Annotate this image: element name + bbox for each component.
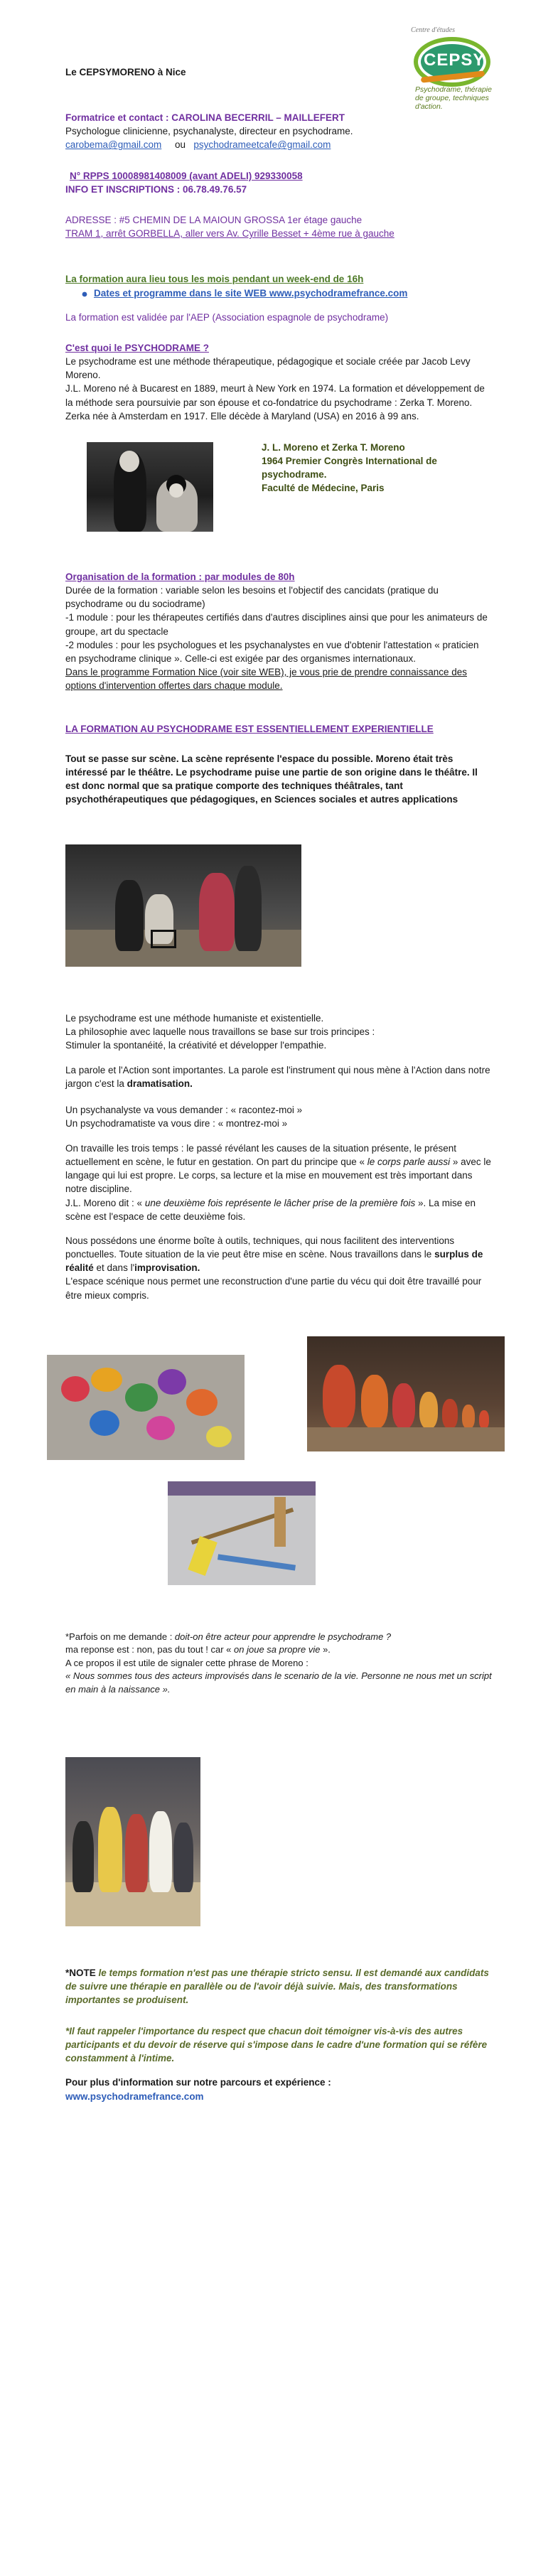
photo-person-1: [115, 880, 144, 951]
doll-7: [479, 1410, 489, 1429]
body-p3: [65, 1103, 492, 1130]
props-cloth: [168, 1481, 316, 1496]
body-p2b: dramatisation.: [127, 1078, 193, 1090]
dancer-3: [125, 1814, 148, 1892]
doll-shelf: [307, 1427, 505, 1451]
moreno-photo: [87, 442, 213, 532]
quote-line-1: [65, 1631, 499, 1643]
document-title: Le CEPSYMORENO à Nice: [65, 67, 186, 77]
balloons-photo: [47, 1355, 245, 1460]
footer-more: Pour plus d'information sur notre parcours et expérience :: [65, 2077, 331, 2088]
body-p4d: J.L. Moreno dit : «: [65, 1197, 145, 1208]
dancer-5: [173, 1823, 193, 1892]
rpps-number: N° RPPS 10008981408009 (avant ADELI) 929330058: [70, 171, 303, 181]
balloon-lightyellow: [206, 1426, 232, 1447]
body-p1: [65, 1011, 492, 1052]
photo-caption: [262, 441, 496, 495]
experiential-heading: LA FORMATION AU PSYCHODRAME EST ESSENTIELLEMENT EXPERIENTIELLE: [65, 724, 434, 734]
note-1-text: le temps formation n'est pas une thérapie stricto sensu. Il est demandé aux candidats de suivre une thérapie en parallèle ou de l'avoir déjà suivie. Mais, des transformations importantes se produisent.: [65, 1968, 489, 2006]
balloon-red: [61, 1376, 90, 1402]
quote-line-2: [65, 1643, 499, 1656]
logo-top-text: Centre d'études: [411, 26, 456, 34]
footer-site-link[interactable]: www.psychodramefrance.com: [65, 2091, 204, 2102]
dance-photo: [65, 1757, 200, 1926]
what-is-p2: J.L. Moreno né à Bucarest en 1889, meurt à New York en 1974. La formation et développement de la méthode sera poursuivie par son épouse et co-fondatrice du psychodrame : Zerka T. Moreno. Zerka née à Amsterdam en 1917. Elle décède à Maryland (USA) en 2016 à 99 ans.: [65, 383, 485, 422]
photo-caption-1: J. L. Moreno et Zerka T. Moreno: [262, 442, 405, 453]
organisation-p2: -1 module : pour les thérapeutes certifiés dans d'autres disciplines ainsi que pour les animateurs de groupe, art du spectacle: [65, 612, 488, 637]
experiential-p1: Tout se passe sur scène. La scène représente l'espace du possible. Moreno était très intéressé par le théâtre. Le psychodrame puise une partie de son origine dans le théâtre. Il est donc normal que sa pratique comporte des techniques théâtrales, tant psychothérapeutiques que pédagogiques, en Sciences sociales et autres applications: [65, 753, 478, 805]
body-p4c: » avec le langage qui lui est propre. Le corps, sa lecture et la mise en mouvement est très important dans notre discipline.: [65, 1156, 491, 1195]
validation-line: La formation est validée par l'AEP (Association espagnole de psychodrame): [65, 312, 389, 323]
quote-line-3: A ce propos il est utile de signaler cette phrase de Moreno :: [65, 1657, 308, 1668]
body-p3b: Un psychodramatiste va vous dire : « montrez-moi »: [65, 1118, 288, 1129]
organisation-section: [65, 570, 492, 692]
doll-4: [419, 1392, 438, 1429]
schedule-bullet[interactable]: Dates et programme dans le site WEB www.psychodramefrance.com: [94, 288, 408, 299]
props-photo: [168, 1481, 316, 1585]
body-p4b: le corps parle aussi: [367, 1156, 451, 1168]
photo-caption-3: Faculté de Médecine, Paris: [262, 483, 385, 494]
quote-line-4: « Nous sommes tous des acteurs improvisés dans le scenario de la vie. Personne ne nous met un script en main à la naissance ».: [65, 1670, 492, 1695]
body-p4f: ». La mise en scène est l'espace de cette deuxième fois.: [65, 1197, 476, 1222]
body-p2a: La parole et l'Action sont importantes. La parole est l'instrument qui nous mène à l'Action dans notre jargon c'est la: [65, 1065, 490, 1090]
logo-subtitle: Psychodrame, thérapie de groupe, techniques d'action.: [415, 85, 492, 112]
balloon-blue: [90, 1410, 119, 1436]
body-p4a: On travaille les trois temps : le passé révélant les causes de la situation présente, le présent actuellement en scène, le futur en gestation. On part du principe que «: [65, 1143, 457, 1168]
workshop-photo: [65, 844, 301, 967]
body-p5e: L'espace scénique nous permet une reconstruction d'une partie du vécu qui doit être travaillé pour être mieux compris.: [65, 1276, 482, 1301]
email-spacer: [186, 139, 191, 150]
email-link-1[interactable]: carobema@gmail.com: [65, 139, 162, 151]
body-p1a: Le psychodrame est une méthode humaniste et existentielle.: [65, 1013, 324, 1024]
props-blue-ribbon: [218, 1554, 296, 1570]
balloon-green: [125, 1383, 158, 1412]
dancer-4: [149, 1811, 172, 1892]
doll-3: [392, 1383, 415, 1429]
balloon-yellow: [91, 1368, 122, 1392]
note-2: *Il faut rappeler l'importance du respect que chacun doit témoigner vis-à-vis des autres participants et du devoir de réserve qui s'impose dans le cadre d'une formation qui se réfère constamment à l'intime.: [65, 2026, 488, 2064]
organisation-heading: Organisation de la formation : par modules de 80h: [65, 571, 295, 582]
email-link-2[interactable]: psychodrameetcafe@gmail.com: [193, 139, 331, 151]
organisation-p3: -2 modules : pour les psychologues et les psychanalystes en vue d'obtenir l'attestation « praticien en psychodrame clinique ». Celle-ci est exigée par des organismes internationaux.: [65, 639, 479, 664]
note-1-label: *NOTE: [65, 1968, 99, 1978]
body-p4: [65, 1142, 492, 1223]
photo-caption-2: 1964 Premier Congrès International de psychodrame.: [262, 456, 437, 481]
doll-5: [442, 1399, 458, 1429]
photo-person-4: [235, 866, 262, 951]
email-or: ou: [175, 139, 186, 151]
photo-face-man: [119, 451, 139, 472]
what-is-heading: C'est quoi le PSYCHODRAME ?: [65, 343, 209, 353]
registration-section: [65, 169, 492, 196]
quote-q1a: *Parfois on me demande :: [65, 1631, 175, 1642]
contact-trainer: Formatrice et contact : CAROLINA BECERRIL – MAILLEFERT: [65, 112, 345, 123]
what-is-section: [65, 341, 492, 423]
address-line-2: TRAM 1, arrêt GORBELLA, aller vers Av. Cyrille Besset + 4ème rue à gauche: [65, 228, 394, 240]
quote-q2a: ma reponse est : non, pas du tout ! car «: [65, 1644, 235, 1655]
body-p5c: et dans l': [93, 1262, 135, 1274]
balloon-orange: [186, 1389, 218, 1416]
body-p5b: surplus de réalité: [65, 1249, 483, 1274]
address-section: [65, 213, 492, 240]
contact-section: [65, 111, 492, 151]
dolls-photo: [307, 1336, 505, 1451]
quote-q2c: ».: [320, 1644, 331, 1655]
quote-section: [65, 1631, 499, 1696]
doll-2: [361, 1375, 388, 1429]
doll-6: [462, 1405, 475, 1429]
body-p5d: improvisation.: [134, 1262, 200, 1274]
balloon-purple: [158, 1369, 186, 1395]
contact-role: Psychologue clinicienne, psychanalyste, directeur en psychodrame.: [65, 126, 353, 137]
note-1: [65, 1966, 499, 2007]
photo-chair: [151, 930, 176, 948]
info-phone: INFO ET INSCRIPTIONS : 06.78.49.76.57: [65, 184, 247, 195]
quote-q2b: on joue sa propre vie: [234, 1644, 321, 1655]
quote-q1b: doit-on être acteur pour apprendre le psychodrame ?: [174, 1631, 392, 1642]
props-wood: [274, 1497, 286, 1547]
body-p5: [65, 1234, 492, 1302]
bullet-icon: [81, 291, 88, 298]
photo-floor: [65, 930, 301, 967]
body-p1c: Stimuler la spontanéité, la créativité et développer l'empathie.: [65, 1040, 327, 1051]
contact-emails: [65, 138, 492, 151]
balloon-pink: [146, 1416, 175, 1440]
body-p2: [65, 1063, 492, 1090]
organisation-p1: Durée de la formation : variable selon les besoins et l'objectif des cancidats (pratique du psychodrame ou du sociodrame): [65, 585, 439, 610]
body-p3a: Un psychanalyste va vous demander : « racontez-moi »: [65, 1105, 303, 1115]
schedule-line: La formation aura lieu tous les mois pendant un week-end de 16h: [65, 274, 364, 284]
dancer-2: [98, 1807, 122, 1892]
email-separator: [164, 139, 175, 150]
what-is-p1: Le psychodrame est une méthode thérapeutique, pédagogique et sociale créée par Jacob Levy Moreno.: [65, 356, 471, 381]
photo-face-woman: [169, 483, 183, 498]
body-p1b: La philosophie avec laquelle nous travaillons se base sur trois principes :: [65, 1026, 375, 1038]
doll-1: [323, 1365, 355, 1429]
photo-person-3: [199, 873, 235, 951]
address-line-1: ADRESSE : #5 CHEMIN DE LA MAIOUN GROSSA 1er étage gauche: [65, 215, 363, 225]
organisation-p4: Dans le programme Formation Nice (voir site WEB), je vous prie de prendre connaissance des options d'intervention offertes dars chaque module.: [65, 667, 467, 692]
cepsy-logo: [408, 21, 499, 112]
logo-name: CEPSY: [424, 50, 485, 70]
body-p5a: Nous possédons une énorme boîte à outils, techniques, qui nous facilitent des interventions ponctuelles. Toute situation de la vie peut être mise en scène. Nous travaillons dans le: [65, 1235, 455, 1260]
dancer-1: [73, 1821, 94, 1892]
body-p4e: une deuxième fois représente le lâcher prise de la première fois: [144, 1197, 416, 1208]
